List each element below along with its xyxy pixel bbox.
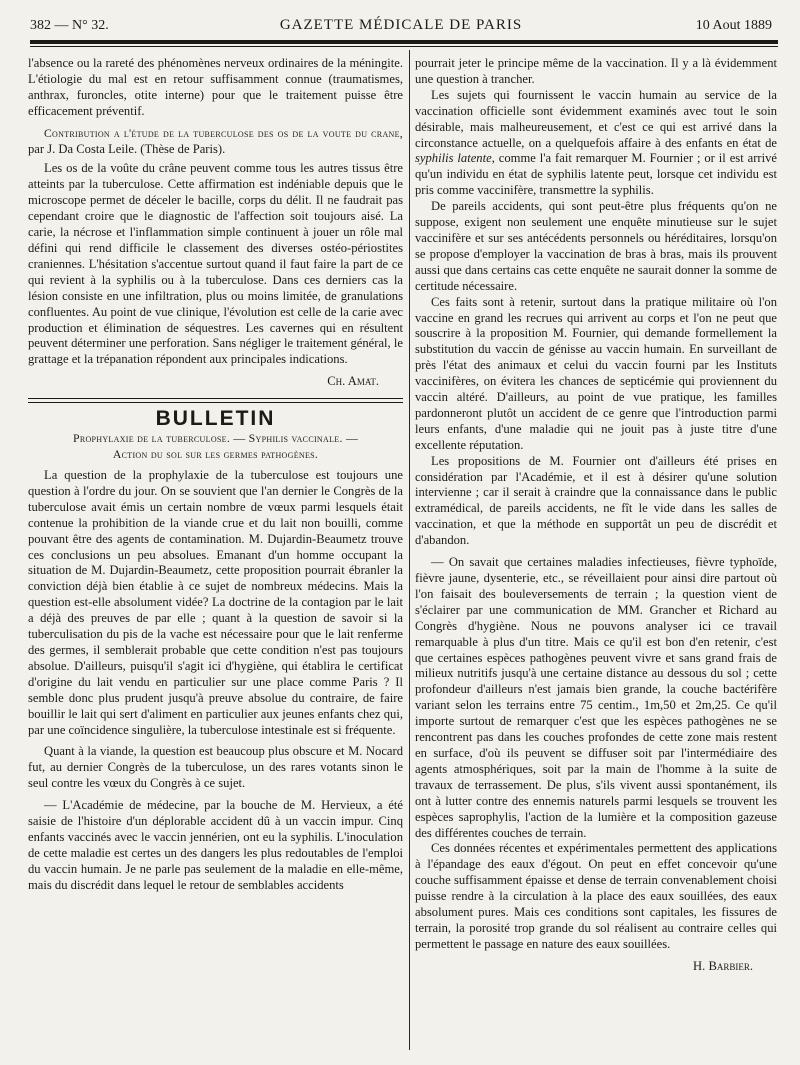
right-column — [415, 56, 777, 975]
italic-text: syphilis latente — [415, 151, 492, 166]
journal-title: GAZETTE MÉDICALE DE PARIS — [279, 17, 523, 33]
paragraph: pourrait jeter le principe même de la vaccination. Il y a là évidemment une question à trancher. — [415, 56, 777, 86]
paragraph: — On savait que certaines maladies infectieuses, fièvre typhoïde, fièvre jaune, dysenterie, etc., se réveillaient pour ainsi dire partout où l'on faisait des bouleversements de terrain ; la question vient de s'éclairer par une communication de MM. Grancher et Richard au Congrès d'hygiène. Nous ne pouvons analyser ici ce travail remarquable à plus d'un titre. Mais ce qu'il est bon d'en retenir, c'est que certaines espèces pathogènes peuvent vivre et sans grand frais de milieux nutritifs jusqu'à une certaine distance au dessous du sol ; cette profondeur d'ailleurs n'est jamais bien grande, la couche bactérifère variant selon les terrains entre 75 centim., 1m,50 et 2m,25. Ce qu'il importe surtout de remarquer c'est que les espèces pathogènes ne se rencontrent pas dans les couches profondes de cette zone mais restent en surface, d'où ils peuvent se diffuser soit par l'intermédiaire des agents atmosphériques, soit par la main de l'homme à la suite de travaux de terrassement. De plus, s'ils vivent aussi spontanément, ils ont à lutter contre des ennemis naturels parmi lesquels se trouvent les espèces saprophylis, l'action de la lumière et la composition gazeuse des différentes couches de terrain. — [415, 555, 777, 840]
paragraph: l'absence ou la rareté des phénomènes nerveux ordinaires de la méningite. L'étiologie du mal est en retour suffisamment connue (traumatismes, anthrax, furoncles, otite interne) pour que le traitement puisse être efficacement préventif. — [28, 56, 403, 118]
bulletin-subheading: Prophylaxie de la tuberculose. — Syphilis vaccinale. — — [72, 431, 359, 446]
contribution-title: Contribution a l'étude de la tuberculose des os de la voute du crane, — [44, 126, 403, 140]
paragraph: Les propositions de M. Fournier ont d'ailleurs été prises en considération par l'Académie, et il est à désirer qu'une solution intervienne ; car il serait à craindre que la connaissance dans le public extramédical, de pareils accidents, ne fît le vide dans les salles de vaccination, et que la méthode en supportât un peu de discrédit et d'abandon. — [415, 453, 777, 548]
header-rule-thick — [30, 40, 778, 44]
signature — [415, 959, 777, 975]
page-number: 382 — N° 32. — [30, 18, 109, 33]
paragraph: Quant à la viande, la question est beaucoup plus obscure et M. Nocard fut, au dernier Congrès de la tuberculose, un des rares votants sinon le seul contre les vœux du Congrès à ce sujet. — [28, 744, 403, 791]
paragraph — [415, 88, 777, 199]
paragraph-text: , comme l'a fait remarquer M. Fournier ; or il est arrivé qu'un individu en état de syphilis latente peut, lorsque cet individu est pris comme vaccinifère, transmettre la syphilis. — [415, 151, 777, 198]
contribution-author: par J. Da Costa Leile. (Thèse de Paris). — [28, 141, 226, 156]
bulletin-heading: BULLETIN — [155, 407, 276, 431]
contribution-heading — [28, 126, 403, 158]
signature-text: Ch. Amat. — [327, 374, 379, 389]
paragraph: Les os de la voûte du crâne peuvent comme tous les autres tissus être atteints par la tuberculose. Cette affirmation est indéniable depuis que le microscope permet de déceler le bacille, corps du délit. Il ne faudrait pas cependant croire que le diagnostic de l'affection soit toujours aisé. La carie, la nécrose et l'inflammation simple continuent à jouer un rôle mal défini qui rend difficile le classement des diverses ostéo-périostites craniennes. L'hésitation s'accentue surtout quand il faut faire la part de ce qui revient à la syphilis ou à la tuberculose. Dans ces derniers cas la lésion consiste en une infiltration, plus ou moins limitée, de granulations confluentes. Au point de vue clinique, l'évolution est celle de la carie avec production et élimination de séquestres. Les cavernes qui en résultent peuvent déterminer une perforation. Sans négliger le traitement général, le grattage et la trépanation répondent aux principales indications. — [28, 161, 403, 367]
paragraph: De pareils accidents, qui sont peut-être plus fréquents qu'on ne suppose, exigent non seulement une enquête minutieuse sur le sujet vaccinifère et sur ses antécédents personnels ou héréditaires, lorsqu'on se propose d'employer la vaccination de bras à bras, mais ils prouvent aussi que dans certains cas cette enquête ne saurait donner la somme de certitude nécessaire. — [415, 199, 777, 293]
paragraph: Ces faits sont à retenir, surtout dans la pratique militaire où l'on vaccine en grand les recrues qui arrivent au corps et l'on ne peut que souscrire à la proposition M. Fournier, qui demande formellement la substitution du vaccin de génisse au vaccin humain. En surveillant de près l'état des animaux et celui du vaccin fourni par les Instituts vaccinifères, on évitera les chances de septicémie qui proviennent du vaccin altéré. D'ailleurs, au point de vue pratique, les familles pardonneront plutôt un accident de ce genre que l'introduction parmi leurs enfants, d'une maladie qui ne jouit pas à juste titre d'une excellente réputation. — [415, 294, 777, 452]
issue-date: 10 Aout 1889 — [695, 18, 772, 33]
section-rule — [28, 398, 403, 399]
left-column — [28, 56, 403, 894]
column-divider — [409, 50, 410, 1050]
signature — [28, 374, 403, 390]
page-header — [30, 14, 772, 36]
section-rule — [28, 402, 403, 403]
paragraph: La question de la prophylaxie de la tuberculose est toujours une question à l'ordre du jour. On se souvient que l'an dernier le Congrès de la tuberculose avait émis un certain nombre de vœux parmi lesquels était contenue la prohibition de la viande crue et du lait non bouilli, comme pouvant être des agents de contamination. M. Dujardin-Beaumetz trouve ces conclusions un peu absolues. Emanant d'un homme occupant la situation de M. Dujardin-Beaumetz, cette proposition pourrait ébranler la conviction déjà bien établie à ce sujet de nombreux médecins. Mais la question est-elle absolument vidée? La doctrine de la contagion par le lait a déjà des preuves de par elle ; quant à la question de savoir si la tuberculisation du pis de la vache est nécessaire pour que le lait renferme des germes, il semblerait probable que cette condition n'est pas toujours absolue. D'ailleurs, puisqu'il s'agit ici d'hygiène, qui établira le certificat d'origine du lait vendu en particulier sur une place comme Paris ? Il semble donc plus prudent jusqu'à preuve absolue du contraire, de faire bouillir le lait qui sert d'aliment en particulier aux jeunes enfants chez qui, par une coïncidence singulière, la tuberculose intestinale est si fréquente. — [28, 468, 403, 737]
header-rule-thin — [30, 46, 778, 47]
bulletin-subheading: Action du sol sur les germes pathogènes. — [112, 447, 319, 462]
paragraph: — L'Académie de médecine, par la bouche de M. Hervieux, a été saisie de l'histoire d'un déplorable accident dû à un vaccin impur. Cinq enfants vaccinés avec le vaccin jennérien, ont eu la syphilis. L'inoculation de cette maladie est certes un des dangers les plus redoutables de l'emploi du vaccin humain. Je ne parle pas seulement de la maladie en elle-même, mais du discrédit dans lequel le retour de semblables accidents — [28, 798, 403, 892]
paragraph: Ces données récentes et expérimentales permettent des applications à l'épandage des eaux d'égout. On peut en effet concevoir qu'une couche suffisamment épaisse et dense de terrain convenablement choisi puisse rendre à la circulation à la place des eaux souillées, des eaux absolument pures. Mais ces conditions sont capitales, les fissures de terrain, la porosité trop grande du sol réalisent au contraire celles qui permettent le passage en nature des eaux souillées. — [415, 841, 777, 951]
paragraph-text: Les sujets qui fournissent le vaccin humain au service de la vaccination officielle sont évidemment examinés avec tout le soin désirable, mais malheureusement, et c'est ce qui est arrivé dans la circonstance actuelle, on a quelquefois affaire à des enfants en état de — [415, 87, 777, 150]
signature-text: H. Barbier. — [693, 958, 753, 973]
